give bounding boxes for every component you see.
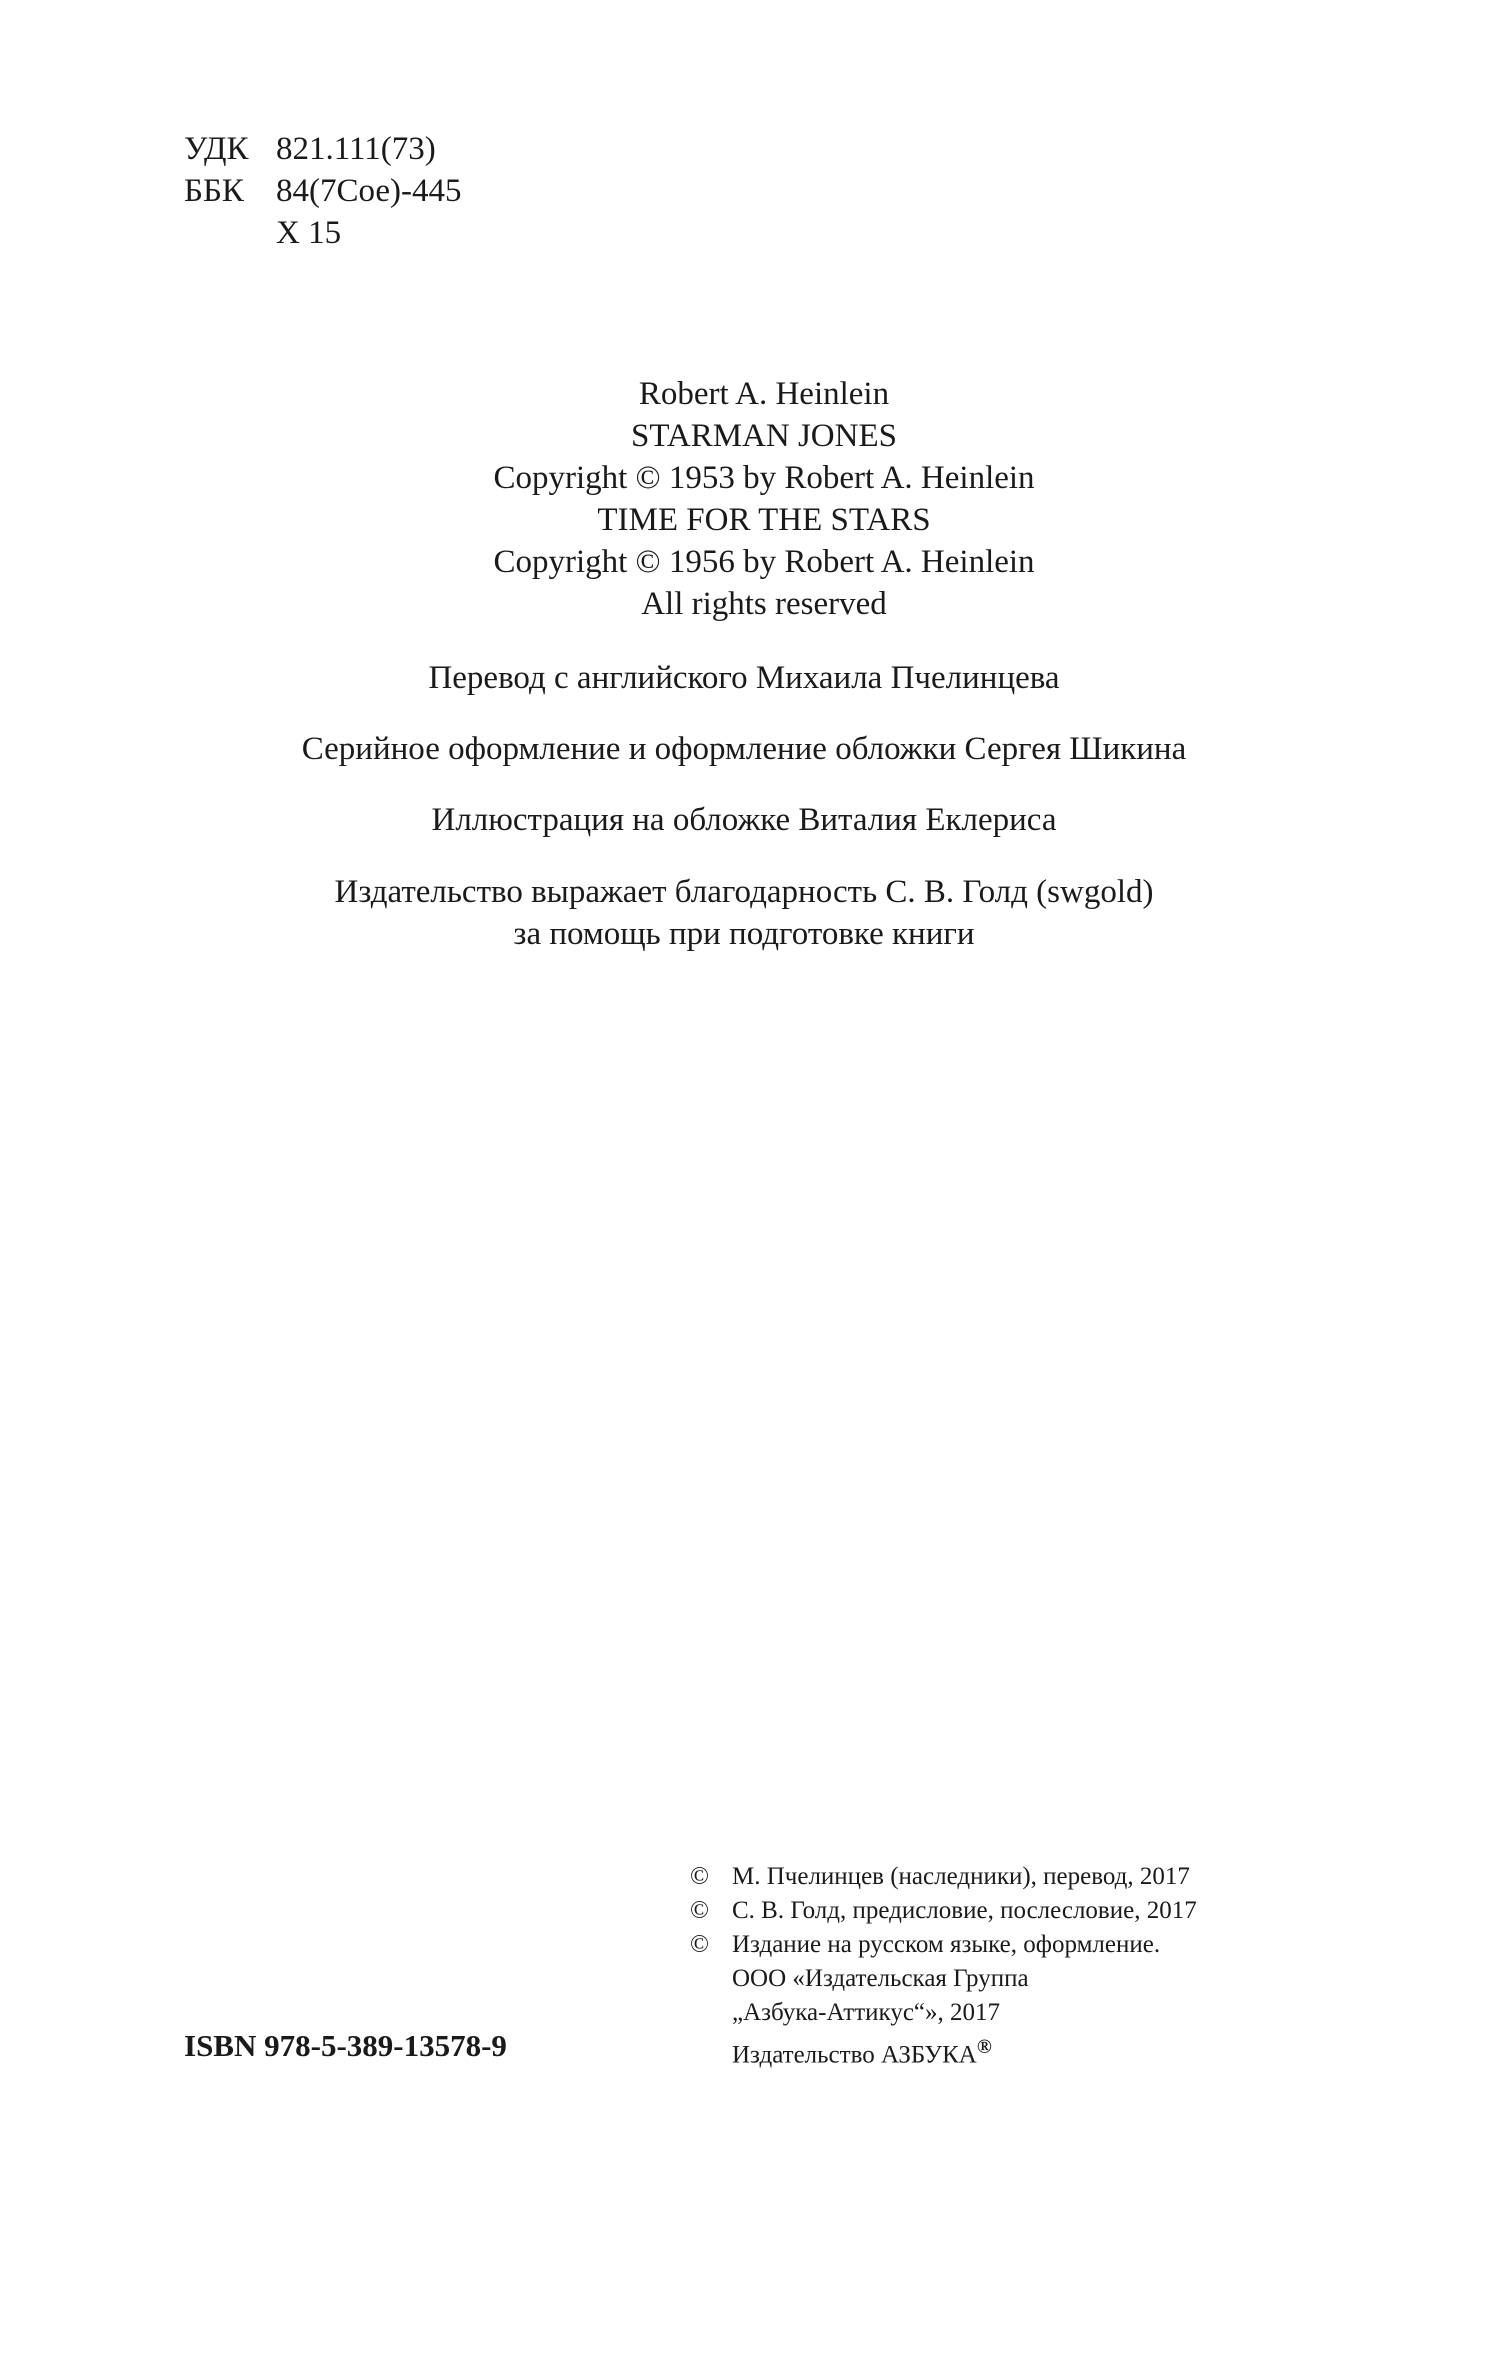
copyright-symbol: © — [690, 1863, 709, 1890]
copyright-symbol: © — [690, 1897, 709, 1924]
original-copyright-1: Copyright © 1953 by Robert A. Heinlein — [493, 460, 1035, 496]
rights-notice-3-text: Издание на русском языке, оформление. — [732, 1931, 1161, 1958]
rights-notice-3-cont-1: ООО «Издательская Группа — [732, 1965, 1029, 1992]
translation-credit: Перевод с английского Михаила Пчелинцева — [428, 660, 1060, 696]
rights-notice-3-cont-2: „Азбука-Аттикус“», 2017 — [732, 1999, 1001, 2026]
rights-notices — [690, 1860, 1197, 2072]
bbk-row — [184, 170, 462, 212]
rights-notice-1-text: М. Пчелинцев (наследники), перевод, 2017 — [732, 1863, 1190, 1890]
rights-notice-2 — [690, 1894, 1197, 1928]
original-title-1: STARMAN JONES — [631, 418, 897, 454]
rights-notice-2-text: С. В. Голд, предисловие, послесловие, 2017 — [732, 1897, 1197, 1924]
rights-notice-3-cont-3-row — [690, 2030, 1197, 2072]
original-copyright-block — [20, 373, 1488, 625]
original-title-2: TIME FOR THE STARS — [597, 502, 931, 538]
classification-block — [184, 128, 462, 254]
udk-row — [184, 128, 462, 170]
registered-mark: ® — [976, 2036, 992, 2058]
rights-notice-3-cont-3: Издательство АЗБУКА — [732, 2041, 977, 2069]
copyright-symbol: © — [690, 1931, 709, 1958]
rights-notice-3 — [690, 1928, 1197, 1962]
rights-notice-1 — [690, 1860, 1197, 1894]
original-copyright-2: Copyright © 1956 by Robert A. Heinlein — [493, 544, 1035, 580]
acknowledgement-line-2: за помощь при подготовке книги — [513, 916, 975, 952]
author-mark-row — [184, 212, 462, 254]
bbk-value: 84(7Сое)-445 — [276, 173, 462, 209]
acknowledgement-block — [0, 871, 1488, 955]
isbn: ISBN 978-5-389-13578-9 — [184, 2028, 507, 2063]
udk-value: 821.111(73) — [276, 131, 436, 167]
cover-illustration-credit: Иллюстрация на обложке Виталия Еклериса — [431, 802, 1057, 838]
acknowledgement-line-1: Издательство выражает благодарность С. В. Голд (swgold) — [334, 874, 1154, 910]
udk-label: УДК — [184, 131, 249, 167]
author-mark: Х 15 — [276, 215, 342, 251]
all-rights-reserved: All rights reserved — [641, 586, 887, 622]
bbk-label: ББК — [184, 173, 244, 209]
original-author: Robert A. Heinlein — [638, 376, 890, 412]
series-design-credit: Серийное оформление и оформление обложки Сергея Шикина — [301, 731, 1187, 767]
